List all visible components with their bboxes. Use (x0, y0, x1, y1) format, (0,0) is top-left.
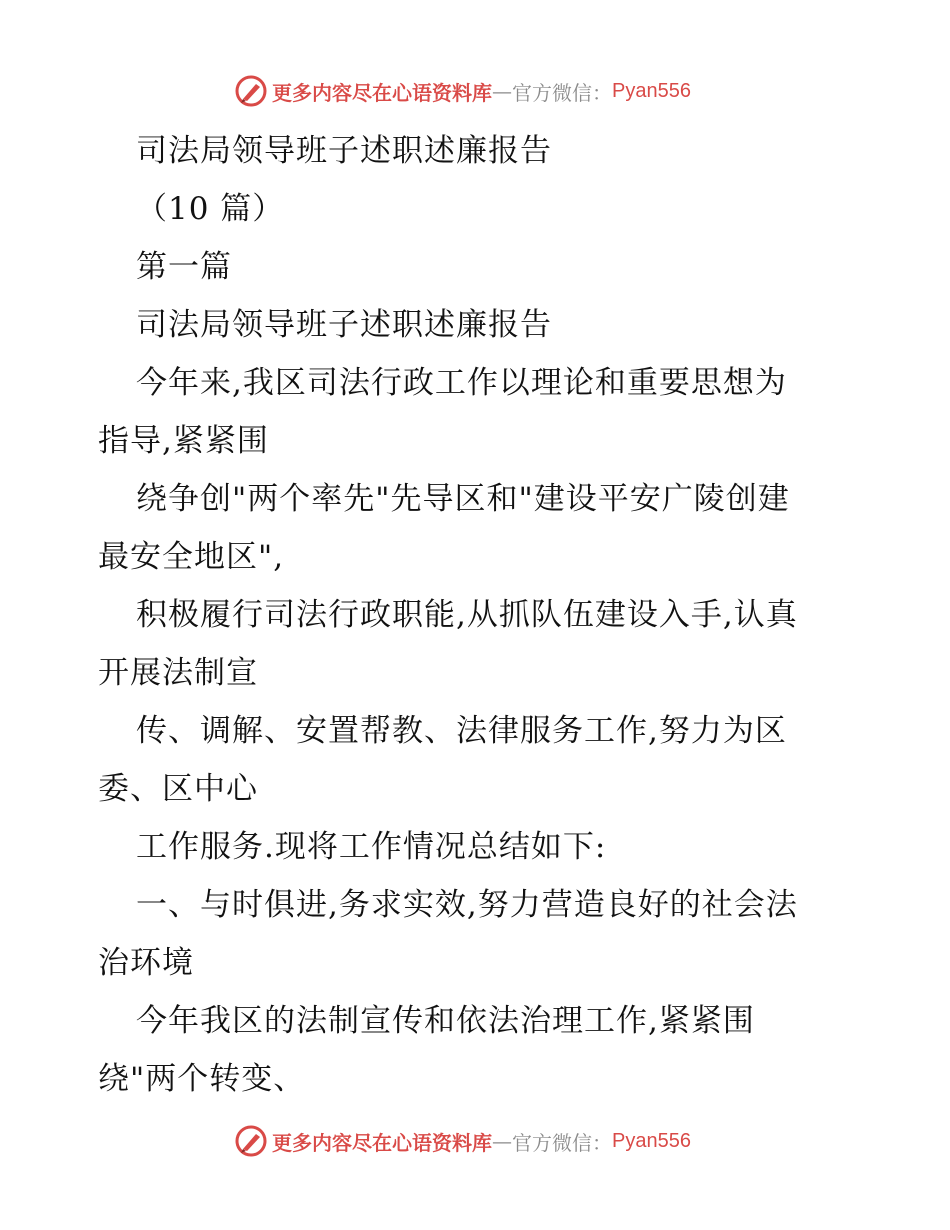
paragraph-line: 绕"两个转变、 (98, 1061, 306, 1097)
paragraph-line: 最安全地区", (98, 539, 285, 575)
section-heading: 第一篇 (136, 249, 232, 285)
doc-title: 司法局领导班子述职述廉报告 (136, 133, 552, 169)
banner-wechat-id: Pyan556 (612, 79, 691, 102)
subheading-line: 治环境 (98, 945, 194, 981)
doc-subtitle: （10 篇） (136, 191, 285, 227)
paragraph-line: 今年来,我区司法行政工作以理论和重要思想为 (136, 365, 787, 401)
banner-dash: — (492, 1129, 512, 1153)
banner-text: 更多内容尽在心语资料库 (272, 1130, 492, 1155)
header-banner[interactable] (234, 73, 691, 109)
banner-wechat-id: Pyan556 (612, 1129, 691, 1152)
paragraph-line: 委、区中心 (98, 771, 258, 807)
banner-text: 更多内容尽在心语资料库 (272, 80, 492, 105)
section-title: 司法局领导班子述职述廉报告 (136, 307, 552, 343)
paragraph-line: 今年我区的法制宣传和依法治理工作,紧紧围 (136, 1003, 755, 1039)
pen-logo-icon (234, 1124, 268, 1158)
paragraph-line: 传、调解、安置帮教、法律服务工作,努力为区 (136, 713, 787, 749)
paragraph-line: 积极履行司法行政职能,从抓队伍建设入手,认真 (136, 597, 798, 633)
subheading-line: 一、与时俱进,务求实效,努力营造良好的社会法 (136, 887, 798, 923)
banner-wechat-label: 官方微信： (512, 1130, 612, 1155)
banner-wechat-label: 官方微信： (512, 80, 612, 105)
paragraph-line: 指导,紧紧围 (98, 423, 269, 459)
pen-logo-icon (234, 74, 268, 108)
paragraph-line: 开展法制宣 (98, 655, 258, 691)
paragraph-line: 工作服务.现将工作情况总结如下: (136, 829, 607, 865)
document-body (98, 122, 858, 1108)
paragraph-line: 绕争创"两个率先"先导区和"建设平安广陵创建 (136, 481, 790, 517)
footer-banner[interactable] (234, 1123, 691, 1159)
banner-dash: — (492, 79, 512, 103)
